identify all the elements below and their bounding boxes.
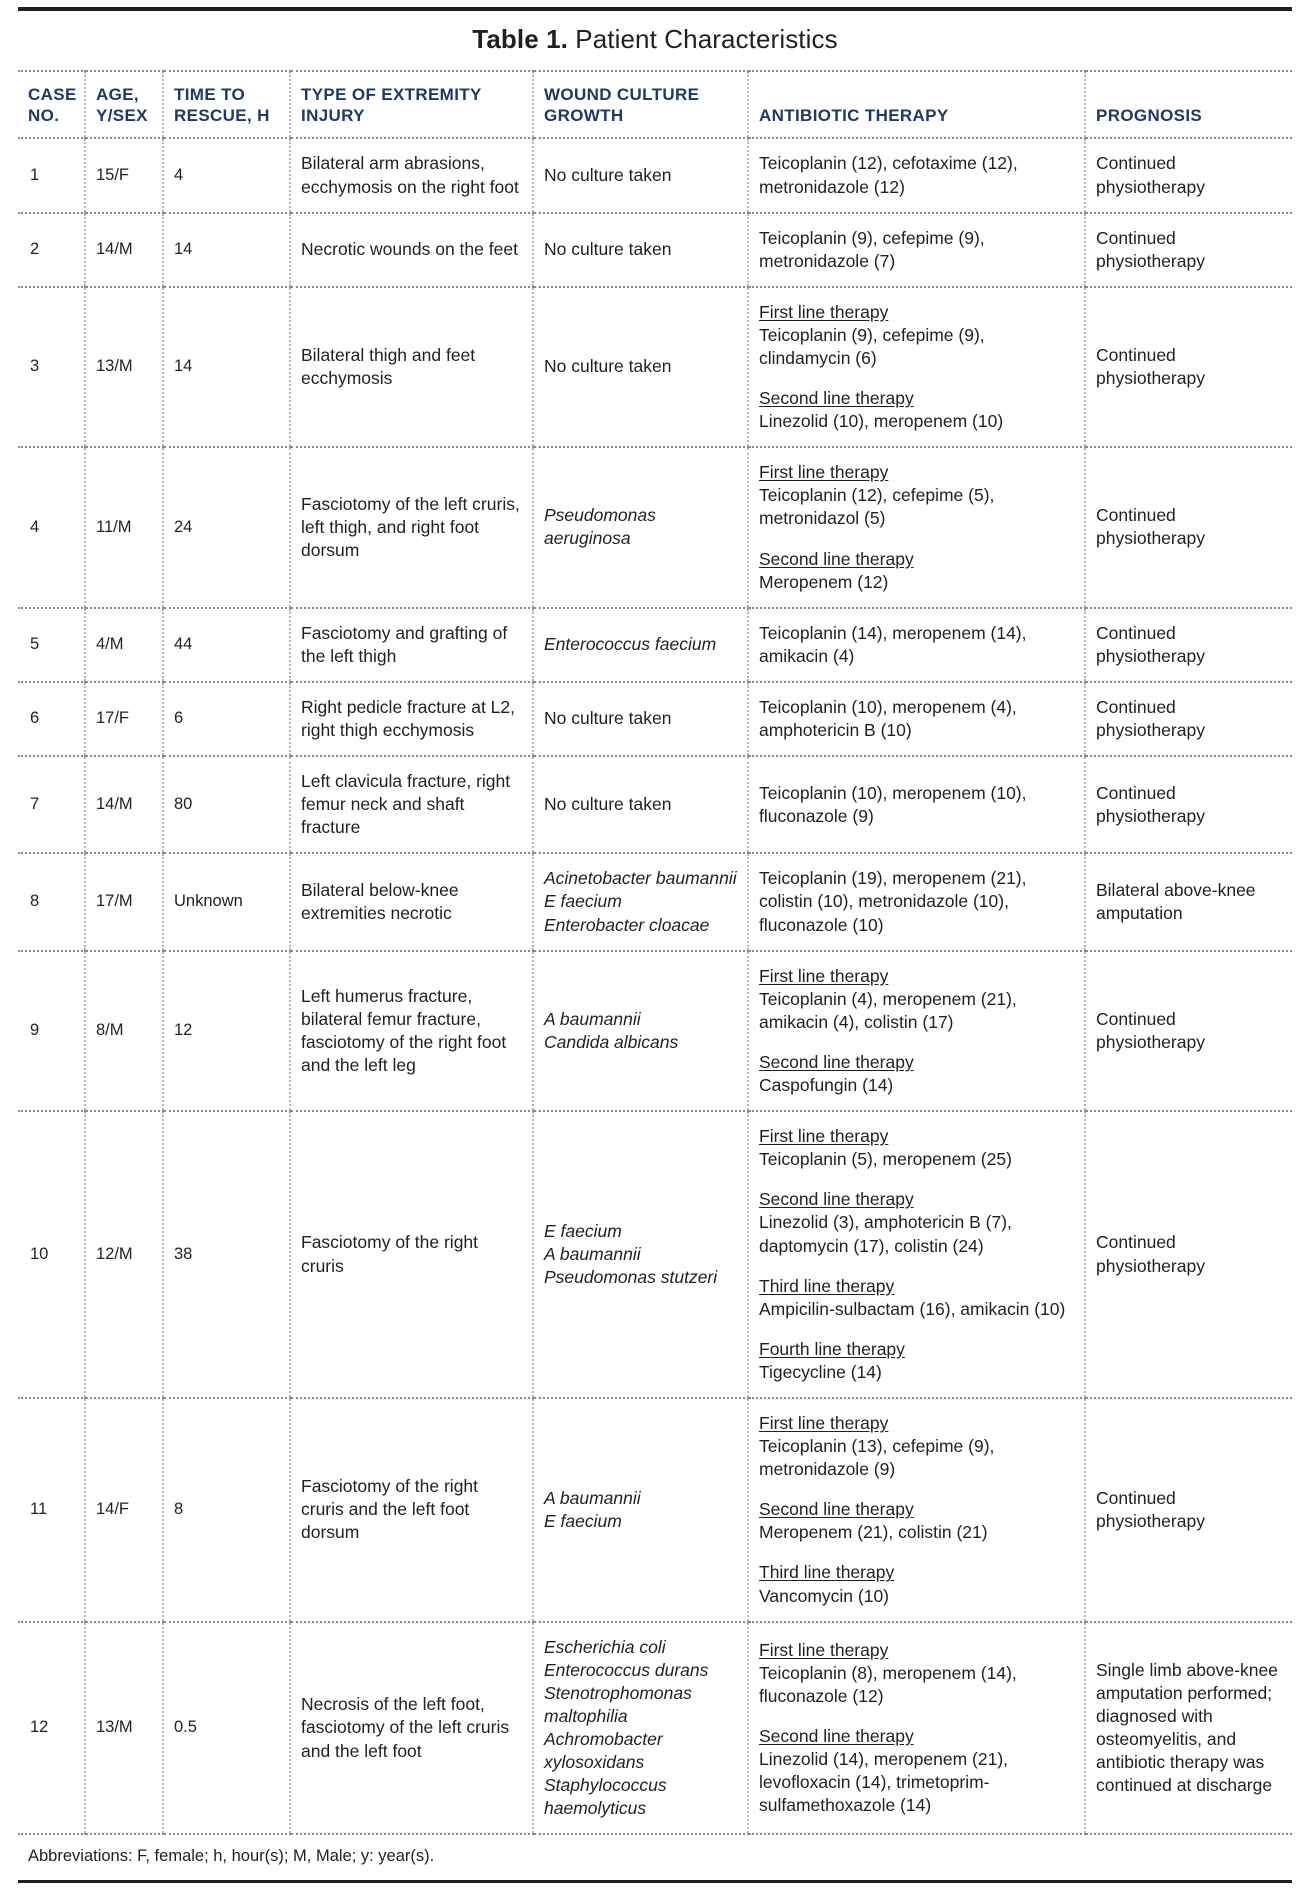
cell-case-no: 2 xyxy=(18,213,85,287)
therapy-drug-list: Linezolid (3), amphotericin B (7), daptomycin (17), colistin (24) xyxy=(759,1212,1012,1256)
cell-time-to-rescue: 44 xyxy=(163,608,290,682)
header-row xyxy=(18,71,1292,139)
cell-age-sex: 12/M xyxy=(85,1111,163,1398)
cell-age-sex: 13/M xyxy=(85,287,163,447)
therapy-line-block xyxy=(759,152,1074,198)
therapy-drug-list: Meropenem (21), colistin (21) xyxy=(759,1522,988,1543)
therapy-line-block xyxy=(759,1561,1074,1607)
cell-time-to-rescue: 0.5 xyxy=(163,1622,290,1835)
therapy-line-block xyxy=(759,1725,1074,1817)
cell-injury-type: Necrosis of the left foot, fasciotomy of the left cruris and the left foot xyxy=(290,1622,533,1835)
cell-age-sex: 11/M xyxy=(85,447,163,607)
cell-antibiotic-therapy xyxy=(748,1622,1085,1835)
cell-prognosis: Continued physiotherapy xyxy=(1085,287,1292,447)
therapy-line-heading: First line therapy xyxy=(759,1412,889,1433)
cell-case-no: 7 xyxy=(18,756,85,853)
cell-injury-type: Fasciotomy and grafting of the left thigh xyxy=(290,608,533,682)
organism-name: No culture taken xyxy=(544,794,672,815)
therapy-line-block xyxy=(759,867,1074,936)
cell-wound-culture xyxy=(533,951,748,1111)
cell-antibiotic-therapy xyxy=(748,1398,1085,1622)
cell-injury-type: Fasciotomy of the right cruris and the left foot dorsum xyxy=(290,1398,533,1622)
cell-age-sex: 8/M xyxy=(85,951,163,1111)
therapy-line-block xyxy=(759,622,1074,668)
therapy-line-block xyxy=(759,387,1074,433)
cell-wound-culture xyxy=(533,756,748,853)
therapy-line-heading: First line therapy xyxy=(759,965,889,986)
organism-list xyxy=(544,356,671,376)
cell-injury-type: Fasciotomy of the right cruris xyxy=(290,1111,533,1398)
cell-case-no: 1 xyxy=(18,138,85,212)
therapy-drug-list: Linezolid (14), meropenem (21), levofloxacin (14), trimetoprim-sulfamethoxazole (14) xyxy=(759,1749,1009,1816)
therapy-line-heading: Second line therapy xyxy=(759,388,914,409)
table-title-label: Table 1. xyxy=(472,24,568,54)
table-figure xyxy=(0,7,1310,1883)
cell-injury-type: Necrotic wounds on the feet xyxy=(290,213,533,287)
therapy-line-block xyxy=(759,1275,1074,1321)
organism-list xyxy=(544,1636,737,1821)
cell-wound-culture xyxy=(533,287,748,447)
cell-prognosis: Continued physiotherapy xyxy=(1085,608,1292,682)
table-header xyxy=(18,71,1292,139)
therapy-line-heading: Second line therapy xyxy=(759,1499,914,1520)
therapy-line-block xyxy=(759,1051,1074,1097)
organism-list xyxy=(544,504,737,550)
therapy-drug-list: Teicoplanin (9), cefepime (9), clindamycin (6) xyxy=(759,324,985,368)
cell-wound-culture xyxy=(533,213,748,287)
cell-case-no: 8 xyxy=(18,853,85,950)
therapy-drug-list: Teicoplanin (12), cefotaxime (12), metronidazole (12) xyxy=(759,153,1018,197)
cell-time-to-rescue: 14 xyxy=(163,213,290,287)
therapy-line-block xyxy=(759,548,1074,594)
column-header-time-to-rescue: TIME TO RESCUE, H xyxy=(163,71,290,139)
cell-wound-culture xyxy=(533,447,748,607)
cell-time-to-rescue: 8 xyxy=(163,1398,290,1622)
cell-case-no: 3 xyxy=(18,287,85,447)
organism-name: No culture taken xyxy=(544,356,672,377)
therapy-line-heading: Second line therapy xyxy=(759,1189,914,1210)
organism-name: Candida albicans xyxy=(544,1031,679,1052)
cell-injury-type: Bilateral arm abrasions, ecchymosis on the right foot xyxy=(290,138,533,212)
therapy-drug-list: Vancomycin (10) xyxy=(759,1585,890,1606)
organism-name: Pseudomonas aeruginosa xyxy=(544,505,656,549)
cell-prognosis: Continued physiotherapy xyxy=(1085,1398,1292,1622)
therapy-line-block xyxy=(759,1338,1074,1384)
therapy-drug-list: Meropenem (12) xyxy=(759,571,889,592)
therapy-line-block xyxy=(759,1412,1074,1481)
cell-antibiotic-therapy xyxy=(748,287,1085,447)
therapy-line-block xyxy=(759,1639,1074,1708)
therapy-line-heading: Fourth line therapy xyxy=(759,1338,905,1359)
cell-antibiotic-therapy xyxy=(748,682,1085,756)
organism-name: Pseudomonas stutzeri xyxy=(544,1267,718,1288)
cell-injury-type: Left humerus fracture, bilateral femur fracture, fasciotomy of the right foot and the left leg xyxy=(290,951,533,1111)
table-title xyxy=(18,11,1292,70)
cell-time-to-rescue: 24 xyxy=(163,447,290,607)
cell-prognosis: Continued physiotherapy xyxy=(1085,447,1292,607)
cell-wound-culture xyxy=(533,1622,748,1835)
therapy-line-heading: Second line therapy xyxy=(759,1051,914,1072)
organism-list xyxy=(544,239,671,259)
therapy-line-heading: First line therapy xyxy=(759,301,889,322)
organism-name: No culture taken xyxy=(544,164,672,185)
cell-time-to-rescue: 4 xyxy=(163,138,290,212)
cell-time-to-rescue: 38 xyxy=(163,1111,290,1398)
cell-case-no: 10 xyxy=(18,1111,85,1398)
cell-prognosis: Single limb above-knee amputation performed; diagnosed with osteomyelitis, and antibiotic therapy was continued at discharge xyxy=(1085,1622,1292,1835)
cell-prognosis: Continued physiotherapy xyxy=(1085,951,1292,1111)
table-footnote: Abbreviations: F, female; h, hour(s); M, Male; y: year(s). xyxy=(28,1847,435,1866)
table-row xyxy=(18,682,1292,756)
figure-bottom-rule xyxy=(18,1880,1292,1883)
cell-case-no: 6 xyxy=(18,682,85,756)
cell-time-to-rescue: 14 xyxy=(163,287,290,447)
cell-antibiotic-therapy xyxy=(748,213,1085,287)
organism-name: Staphylococcus haemolyticus xyxy=(544,1775,667,1819)
organism-name: Escherichia coli xyxy=(544,1636,666,1657)
therapy-drug-list: Caspofungin (14) xyxy=(759,1075,894,1096)
organism-name: No culture taken xyxy=(544,239,672,260)
organism-list xyxy=(544,708,671,728)
organism-name: A baumannii xyxy=(544,1008,641,1029)
therapy-line-block xyxy=(759,1125,1074,1171)
therapy-line-block xyxy=(759,301,1074,370)
therapy-line-heading: Second line therapy xyxy=(759,548,914,569)
organism-list xyxy=(544,1008,737,1054)
cell-injury-type: Bilateral below-knee extremities necrotic xyxy=(290,853,533,950)
therapy-drug-list: Teicoplanin (9), cefepime (9), metronidazole (7) xyxy=(759,227,985,271)
cell-wound-culture xyxy=(533,682,748,756)
organism-list xyxy=(544,867,737,936)
column-header-injury-type: TYPE OF EXTREMITY INJURY xyxy=(290,71,533,139)
table-title-text: Patient Characteristics xyxy=(567,24,838,54)
cell-time-to-rescue: 12 xyxy=(163,951,290,1111)
cell-age-sex: 17/M xyxy=(85,853,163,950)
table-body xyxy=(18,138,1292,1834)
cell-case-no: 11 xyxy=(18,1398,85,1622)
therapy-line-heading: Third line therapy xyxy=(759,1562,895,1583)
cell-antibiotic-therapy xyxy=(748,1111,1085,1398)
cell-antibiotic-therapy xyxy=(748,853,1085,950)
organism-name: E faecium xyxy=(544,1510,622,1531)
organism-name: Achromobacter xylosoxidans xyxy=(544,1729,663,1773)
organism-name: Stenotrophomonas maltophilia xyxy=(544,1682,692,1726)
therapy-line-block xyxy=(759,782,1074,828)
therapy-line-block xyxy=(759,461,1074,530)
cell-time-to-rescue: 80 xyxy=(163,756,290,853)
table-row xyxy=(18,213,1292,287)
cell-antibiotic-therapy xyxy=(748,608,1085,682)
cell-time-to-rescue: 6 xyxy=(163,682,290,756)
therapy-line-heading: Second line therapy xyxy=(759,1725,914,1746)
table-row xyxy=(18,756,1292,853)
table-row xyxy=(18,1398,1292,1622)
cell-case-no: 12 xyxy=(18,1622,85,1835)
cell-age-sex: 13/M xyxy=(85,1622,163,1835)
cell-age-sex: 14/M xyxy=(85,756,163,853)
cell-wound-culture xyxy=(533,853,748,950)
cell-age-sex: 14/M xyxy=(85,213,163,287)
patient-characteristics-table xyxy=(18,70,1292,1836)
cell-wound-culture xyxy=(533,1111,748,1398)
cell-prognosis: Continued physiotherapy xyxy=(1085,213,1292,287)
therapy-drug-list: Teicoplanin (12), cefepime (5), metronidazol (5) xyxy=(759,485,995,529)
therapy-line-block xyxy=(759,1498,1074,1544)
therapy-line-heading: First line therapy xyxy=(759,1639,889,1660)
table-row xyxy=(18,287,1292,447)
cell-antibiotic-therapy xyxy=(748,756,1085,853)
cell-case-no: 5 xyxy=(18,608,85,682)
therapy-line-block xyxy=(759,227,1074,273)
organism-name: Acinetobacter baumannii xyxy=(544,868,737,889)
cell-injury-type: Right pedicle fracture at L2, right thigh ecchymosis xyxy=(290,682,533,756)
cell-injury-type: Fasciotomy of the left cruris, left thigh, and right foot dorsum xyxy=(290,447,533,607)
cell-case-no: 4 xyxy=(18,447,85,607)
organism-name: Enterococcus faecium xyxy=(544,634,717,655)
therapy-drug-list: Teicoplanin (5), meropenem (25) xyxy=(759,1149,1012,1170)
therapy-drug-list: Teicoplanin (19), meropenem (21), colistin (10), metronidazole (10), fluconazole (10) xyxy=(759,868,1027,935)
cell-antibiotic-therapy xyxy=(748,951,1085,1111)
cell-wound-culture xyxy=(533,608,748,682)
cell-wound-culture xyxy=(533,1398,748,1622)
organism-list xyxy=(544,633,737,656)
table-row xyxy=(18,447,1292,607)
therapy-line-block xyxy=(759,965,1074,1034)
cell-age-sex: 14/F xyxy=(85,1398,163,1622)
therapy-line-block xyxy=(759,696,1074,742)
therapy-line-heading: Third line therapy xyxy=(759,1275,895,1296)
table-row xyxy=(18,608,1292,682)
cell-injury-type: Left clavicula fracture, right femur neck and shaft fracture xyxy=(290,756,533,853)
table-row xyxy=(18,853,1292,950)
cell-antibiotic-therapy xyxy=(748,138,1085,212)
therapy-drug-list: Ampicilin-sulbactam (16), amikacin (10) xyxy=(759,1298,1066,1319)
organism-list xyxy=(544,1487,737,1533)
column-header-wound-culture: WOUND CULTURE GROWTH xyxy=(533,71,748,139)
organism-name: A baumannii xyxy=(544,1244,641,1264)
organism-name: E faecium xyxy=(544,891,622,912)
organism-list xyxy=(544,165,671,185)
cell-time-to-rescue: Unknown xyxy=(163,853,290,950)
cell-prognosis: Continued physiotherapy xyxy=(1085,756,1292,853)
cell-age-sex: 4/M xyxy=(85,608,163,682)
therapy-drug-list: Teicoplanin (4), meropenem (21), amikacin (4), colistin (17) xyxy=(759,988,1017,1032)
organism-name: A baumannii xyxy=(544,1487,641,1508)
column-header-antibiotic-therapy: ANTIBIOTIC THERAPY xyxy=(748,71,1085,139)
table-row xyxy=(18,138,1292,212)
therapy-drug-list: Teicoplanin (13), cefepime (9), metronidazole (9) xyxy=(759,1436,995,1480)
organism-list xyxy=(544,1220,737,1289)
therapy-drug-list: Tigecycline (14) xyxy=(759,1361,882,1382)
cell-age-sex: 15/F xyxy=(85,138,163,212)
organism-name: E faecium xyxy=(544,1220,622,1241)
table-row xyxy=(18,951,1292,1111)
therapy-drug-list: Teicoplanin (14), meropenem (14), amikacin (4) xyxy=(759,622,1027,666)
organism-name: Enterobacter cloacae xyxy=(544,914,710,935)
therapy-drug-list: Teicoplanin (8), meropenem (14), fluconazole (12) xyxy=(759,1662,1017,1706)
cell-case-no: 9 xyxy=(18,951,85,1111)
column-header-prognosis: PROGNOSIS xyxy=(1085,71,1292,139)
column-header-age-sex: AGE, Y/SEX xyxy=(85,71,163,139)
organism-name: No culture taken xyxy=(544,708,672,729)
organism-name: Enterococcus durans xyxy=(544,1659,709,1680)
therapy-line-heading: First line therapy xyxy=(759,1126,889,1147)
column-header-case-no: CASE NO. xyxy=(18,71,85,139)
cell-prognosis: Continued physiotherapy xyxy=(1085,138,1292,212)
cell-prognosis: Continued physiotherapy xyxy=(1085,682,1292,756)
therapy-drug-list: Teicoplanin (10), meropenem (4), amphotericin B (10) xyxy=(759,696,1017,740)
table-row xyxy=(18,1111,1292,1398)
therapy-line-block xyxy=(759,1188,1074,1257)
cell-prognosis: Bilateral above-knee amputation xyxy=(1085,853,1292,950)
therapy-drug-list: Teicoplanin (10), meropenem (10), fluconazole (9) xyxy=(759,782,1027,826)
cell-wound-culture xyxy=(533,138,748,212)
cell-prognosis: Continued physiotherapy xyxy=(1085,1111,1292,1398)
table-row xyxy=(18,1622,1292,1835)
therapy-line-heading: First line therapy xyxy=(759,462,889,483)
cell-age-sex: 17/F xyxy=(85,682,163,756)
organism-list xyxy=(544,794,671,814)
cell-injury-type: Bilateral thigh and feet ecchymosis xyxy=(290,287,533,447)
cell-antibiotic-therapy xyxy=(748,447,1085,607)
therapy-drug-list: Linezolid (10), meropenem (10) xyxy=(759,411,1004,432)
